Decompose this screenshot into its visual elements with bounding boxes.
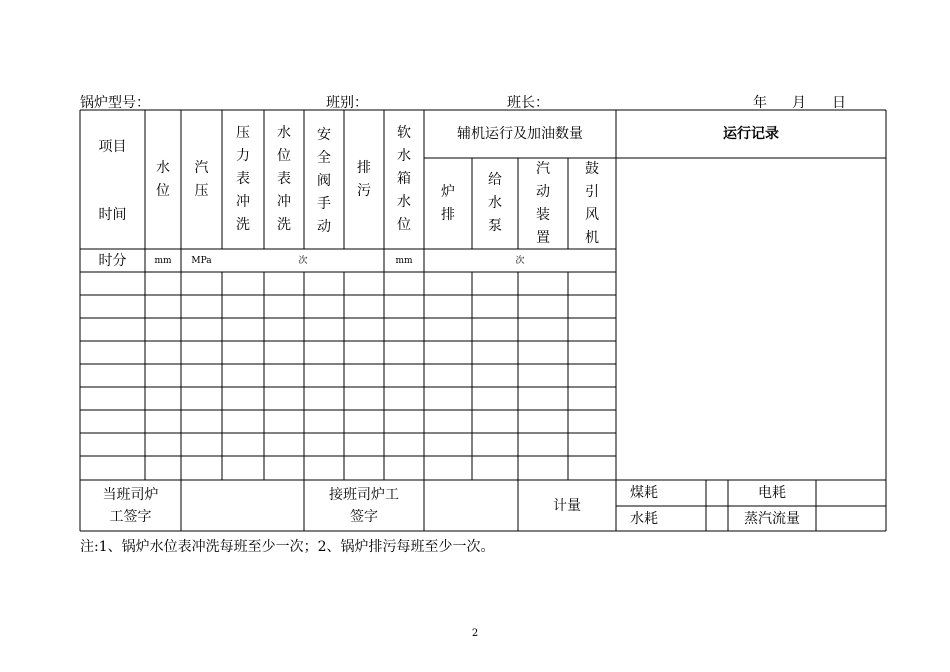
unit-row-label: 时分 [98,252,127,269]
water-level-header: 水位 [156,159,170,199]
month-label: 月 [792,95,806,111]
coal-label: 煤耗 [630,485,658,501]
takeover-sign-label: 接班司炉工签字 [329,486,399,525]
boiler-model-label: 锅炉型号： [80,95,150,111]
on-duty-sign-label: 当班司炉工签字 [102,486,159,525]
electricity-label: 电耗 [758,485,786,501]
on-duty-sign-field[interactable] [181,480,304,531]
steam-device-header: 汽动装置 [536,160,550,246]
unit-mm-2: mm [395,255,413,266]
shift-label: 班别： [326,95,368,111]
operation-record-header: 运行记录 [723,126,779,142]
safety-valve-header: 安全阀手动 [317,127,331,235]
pressure-gauge-flush-header: 压力表冲洗 [236,125,250,233]
year-label: 年 [753,95,767,111]
soft-water-tank-header: 软水箱水位 [397,125,411,233]
blowdown-header: 排污 [357,159,371,199]
grate-header: 炉排 [441,183,455,223]
item-label: 项目 [98,139,127,155]
unit-times: 次 [298,255,308,266]
steam-pressure-header: 汽压 [194,159,209,199]
time-label: 时间 [98,207,127,223]
footnote: 注:1、锅炉水位表冲洗每班至少一次；2、锅炉排污每班至少一次。 [80,539,495,555]
page-number: 2 [471,628,479,639]
unit-mpa: MPa [191,255,212,266]
water-label: 水耗 [630,510,658,527]
day-label: 日 [832,95,846,111]
feed-pump-header: 给水泵 [488,172,502,234]
metering-label: 计量 [553,497,581,514]
unit-mm: mm [154,255,172,266]
unit-times-2: 次 [515,255,525,266]
takeover-sign-field[interactable] [424,480,518,531]
steam-flow-label: 蒸汽流量 [744,510,800,527]
water-gauge-flush-header: 水位表冲洗 [277,125,291,233]
aux-group-header: 辅机运行及加油数量 [457,126,583,142]
induced-fan-header: 鼓引风机 [585,160,599,246]
shift-leader-label: 班长： [507,95,549,111]
